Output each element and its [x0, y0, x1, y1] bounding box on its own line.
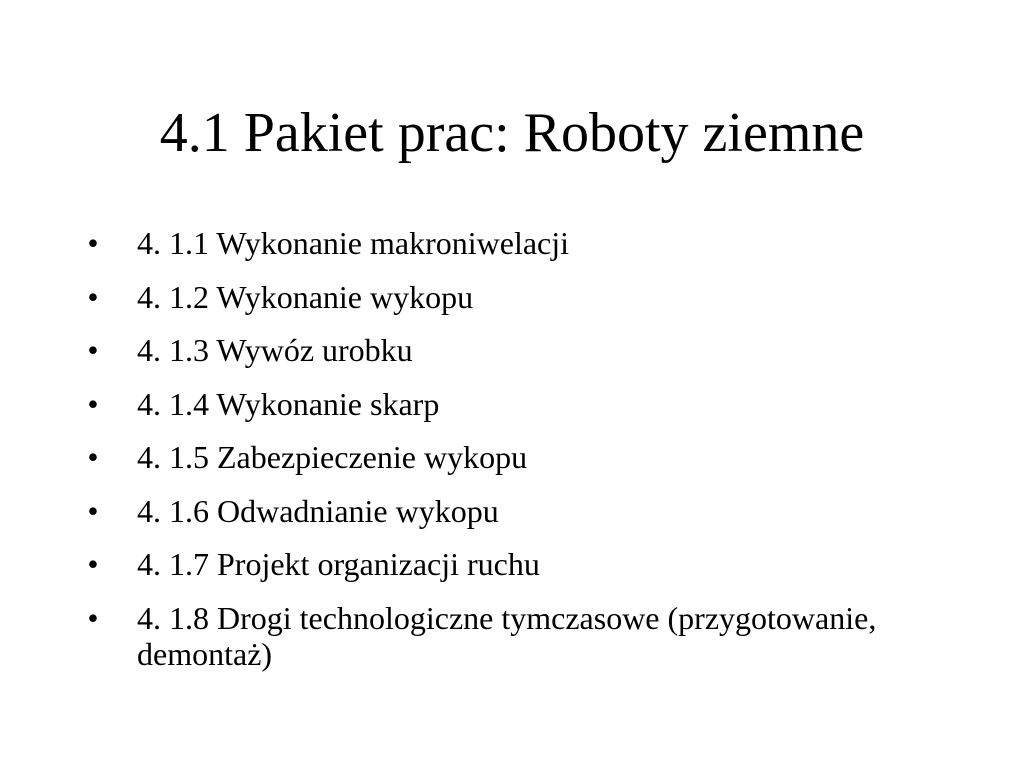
list-item-text: 4. 1.1 Wykonanie makroniwelacji [137, 225, 570, 261]
list-item [83, 332, 983, 368]
list-item [83, 493, 983, 529]
list-item-text: 4. 1.4 Wykonanie skarp [137, 385, 440, 422]
bullet-icon: • [87, 492, 99, 529]
bullet-icon: • [87, 278, 99, 315]
bullet-icon: • [87, 332, 99, 368]
bullet-icon: • [87, 546, 99, 582]
bullet-icon: • [87, 225, 99, 261]
list-item-text: 4. 1.8 Drogi technologiczne tymczasowe (przygotowanie, demontaż) [137, 599, 877, 672]
list-item-text: 4. 1.2 Wykonanie wykopu [137, 278, 474, 315]
bullet-list [83, 225, 983, 689]
bullet-icon: • [87, 385, 99, 422]
list-item-text: 4. 1.6 Odwadnianie wykopu [137, 492, 499, 529]
slide-title: 4.1 Pakiet prac: Roboty ziemne [159, 102, 865, 164]
bullet-icon: • [87, 439, 99, 475]
list-item [83, 386, 983, 422]
list-item-text: 4. 1.7 Projekt organizacji ruchu [137, 546, 540, 582]
list-item [83, 439, 983, 475]
list-item-text: 4. 1.3 Wywóz urobku [137, 332, 413, 368]
list-item [83, 279, 983, 315]
list-item-text: 4. 1.5 Zabezpieczenie wykopu [137, 439, 528, 475]
bullet-icon: • [87, 599, 99, 636]
list-item [83, 225, 983, 261]
list-item [83, 600, 983, 672]
list-item [83, 546, 983, 582]
